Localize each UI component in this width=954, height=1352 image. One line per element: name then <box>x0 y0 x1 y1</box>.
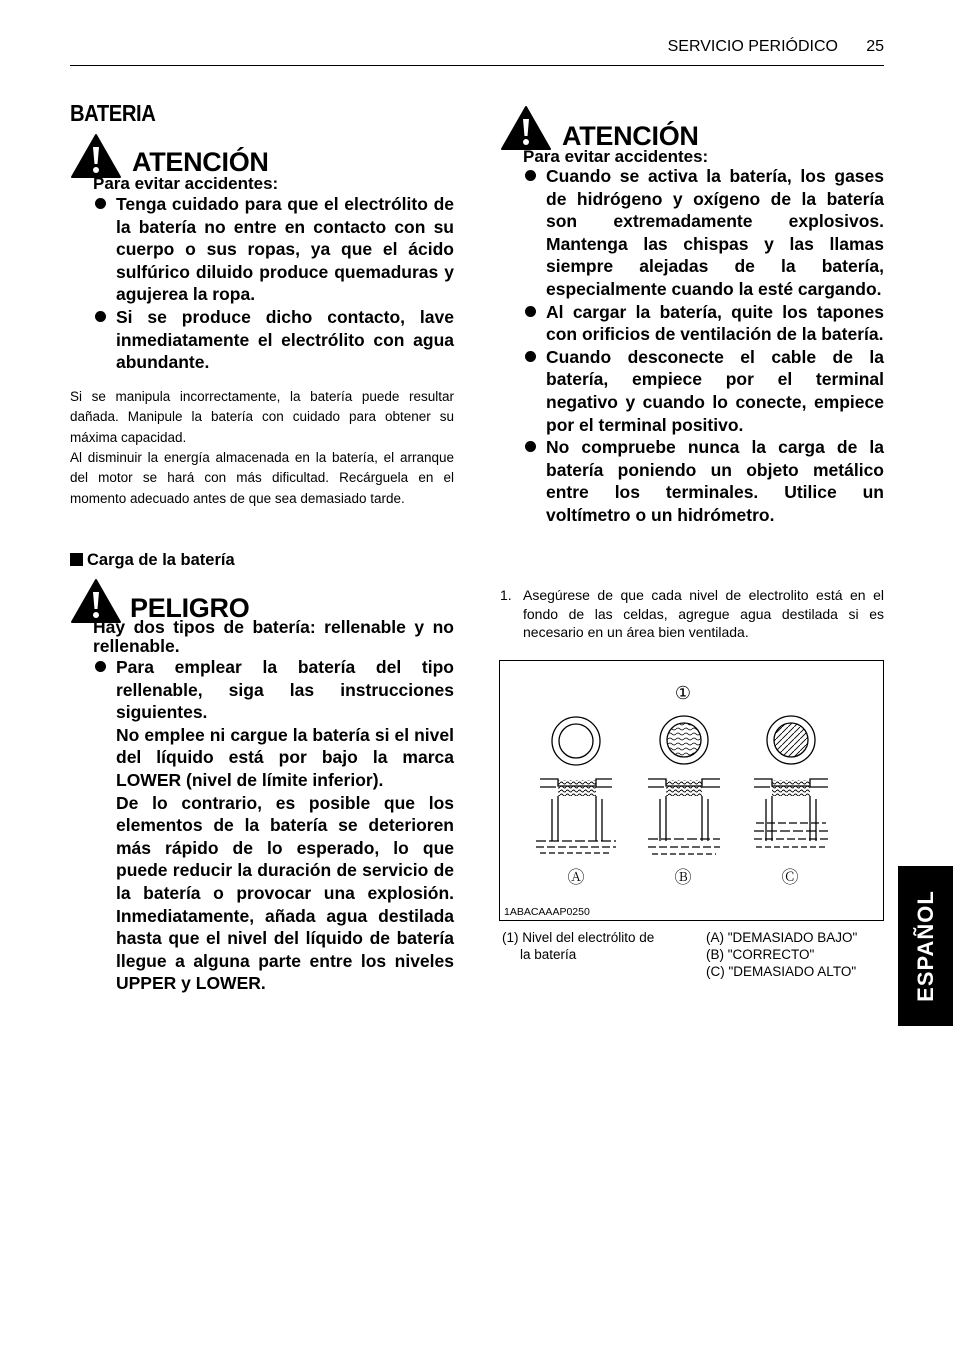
section-view-a <box>536 779 616 853</box>
danger-list <box>93 656 454 995</box>
paragraph: Al disminuir la energía almacenada en la batería, el arranque del motor se hará con más dificultad. Recárguela en el momento adecuado antes de que sea demasiado tarde. <box>70 450 454 506</box>
list-item: Al cargar la batería, quite los tapones con orificios de ventilación de la batería. <box>523 301 884 346</box>
caution-list-right <box>523 165 884 527</box>
label-b: Ⓑ <box>674 868 692 888</box>
square-bullet-icon <box>70 553 83 566</box>
top-view-c <box>767 716 815 764</box>
step-1 <box>500 586 884 642</box>
list-item: Cuando se activa la batería, los gases de hidrógeno y oxígeno de la batería son extremadamente explosivos. Mantenga las chispas y las llamas siempre alejadas de la batería, especialmente cuando la esté cargando. <box>523 165 884 301</box>
bullet-icon <box>525 306 536 317</box>
caution-intro: Para evitar accidentes: <box>93 174 279 193</box>
battery-cells-diagram <box>500 661 885 922</box>
list-item: No compruebe nunca la carga de la batería poniendo un objeto metálico entre los terminales. Utilice un voltímetro o un hidrómetro. <box>523 436 884 526</box>
bullet-icon <box>525 351 536 362</box>
caution-block-left <box>70 133 310 177</box>
list-item: Cuando desconecte el cable de la batería, empiece por el terminal negativo y cuando lo conecte, empiece por el terminal positivo. <box>523 346 884 436</box>
subheading: Carga de la batería <box>70 551 235 570</box>
section-view-c <box>754 779 828 847</box>
caution-word: ATENCIÓN <box>562 121 699 151</box>
bullet-icon <box>95 311 106 322</box>
caution-word: ATENCIÓN <box>132 147 269 177</box>
list-item: Si se produce dicho contacto, lave inmediatamente el electrólito con agua abundante. <box>93 306 454 374</box>
danger-word: PELIGRO <box>130 593 250 623</box>
figure-code: 1ABACAAAP0250 <box>504 906 590 918</box>
language-tab: ESPAÑOL <box>898 866 953 1026</box>
step-text: Asegúrese de que cada nivel de electrolito está en el fondo de las celdas, agregue agua destilada si es necesario en un área bien ventilada. <box>523 587 884 640</box>
paragraph: Si se manipula incorrectamente, la batería puede resultar dañada. Manipule la batería con cuidado para obtener su máxima capacidad. <box>70 389 454 445</box>
callout-1: ① <box>674 683 692 704</box>
battery-level-figure <box>499 660 884 921</box>
warning-triangle-icon <box>70 133 122 179</box>
top-view-b <box>660 716 708 764</box>
list-item: Para emplear la batería del tipo rellenable, siga las instrucciones siguientes. No emplee ni cargue la batería si el nivel del líquido está por bajo la marca LOWER (nivel de límite inferior). De lo contrario, es posible que los elementos de la batería se deterioren más rápido de lo esperado, lo que puede reducir la duración de servicio de la batería o provocar una explosión. Inmediatamente, añada agua destilada hasta que el nivel del líquido de batería llegue a alguna parte entre los niveles UPPER y LOWER. <box>93 656 454 995</box>
danger-intro: Hay dos tipos de batería: rellenable y no rellenable. <box>93 617 454 656</box>
page-header <box>70 38 884 66</box>
caption-right: (A) "DEMASIADO BAJO" (B) "CORRECTO" (C) "DEMASIADO ALTO" <box>706 930 858 979</box>
top-view-a <box>552 717 600 765</box>
bullet-icon <box>525 441 536 452</box>
caption-left: (1) Nivel del electrólito de la batería <box>502 930 655 962</box>
caution-block-right <box>500 105 740 149</box>
bullet-icon <box>525 170 536 181</box>
bullet-icon <box>95 661 106 672</box>
header-title: SERVICIO PERIÓDICO <box>667 38 838 55</box>
danger-block <box>70 578 310 622</box>
section-title: BATERIA <box>70 100 156 126</box>
page-number: 25 <box>866 38 884 55</box>
list-item: Tenga cuidado para que el electrólito de la batería no entre en contacto con su cuerpo o sus ropas, ya que el ácido sulfúrico diluido produce quemaduras y agujerea la ropa. <box>93 193 454 306</box>
section-view-b <box>648 779 720 854</box>
caution-list-left <box>93 193 454 374</box>
bullet-icon <box>95 198 106 209</box>
label-c: Ⓒ <box>781 868 799 888</box>
label-a: Ⓐ <box>567 868 585 888</box>
step-number: 1. <box>500 587 512 603</box>
caution-intro: Para evitar accidentes: <box>523 147 709 166</box>
warning-triangle-icon <box>500 105 552 151</box>
